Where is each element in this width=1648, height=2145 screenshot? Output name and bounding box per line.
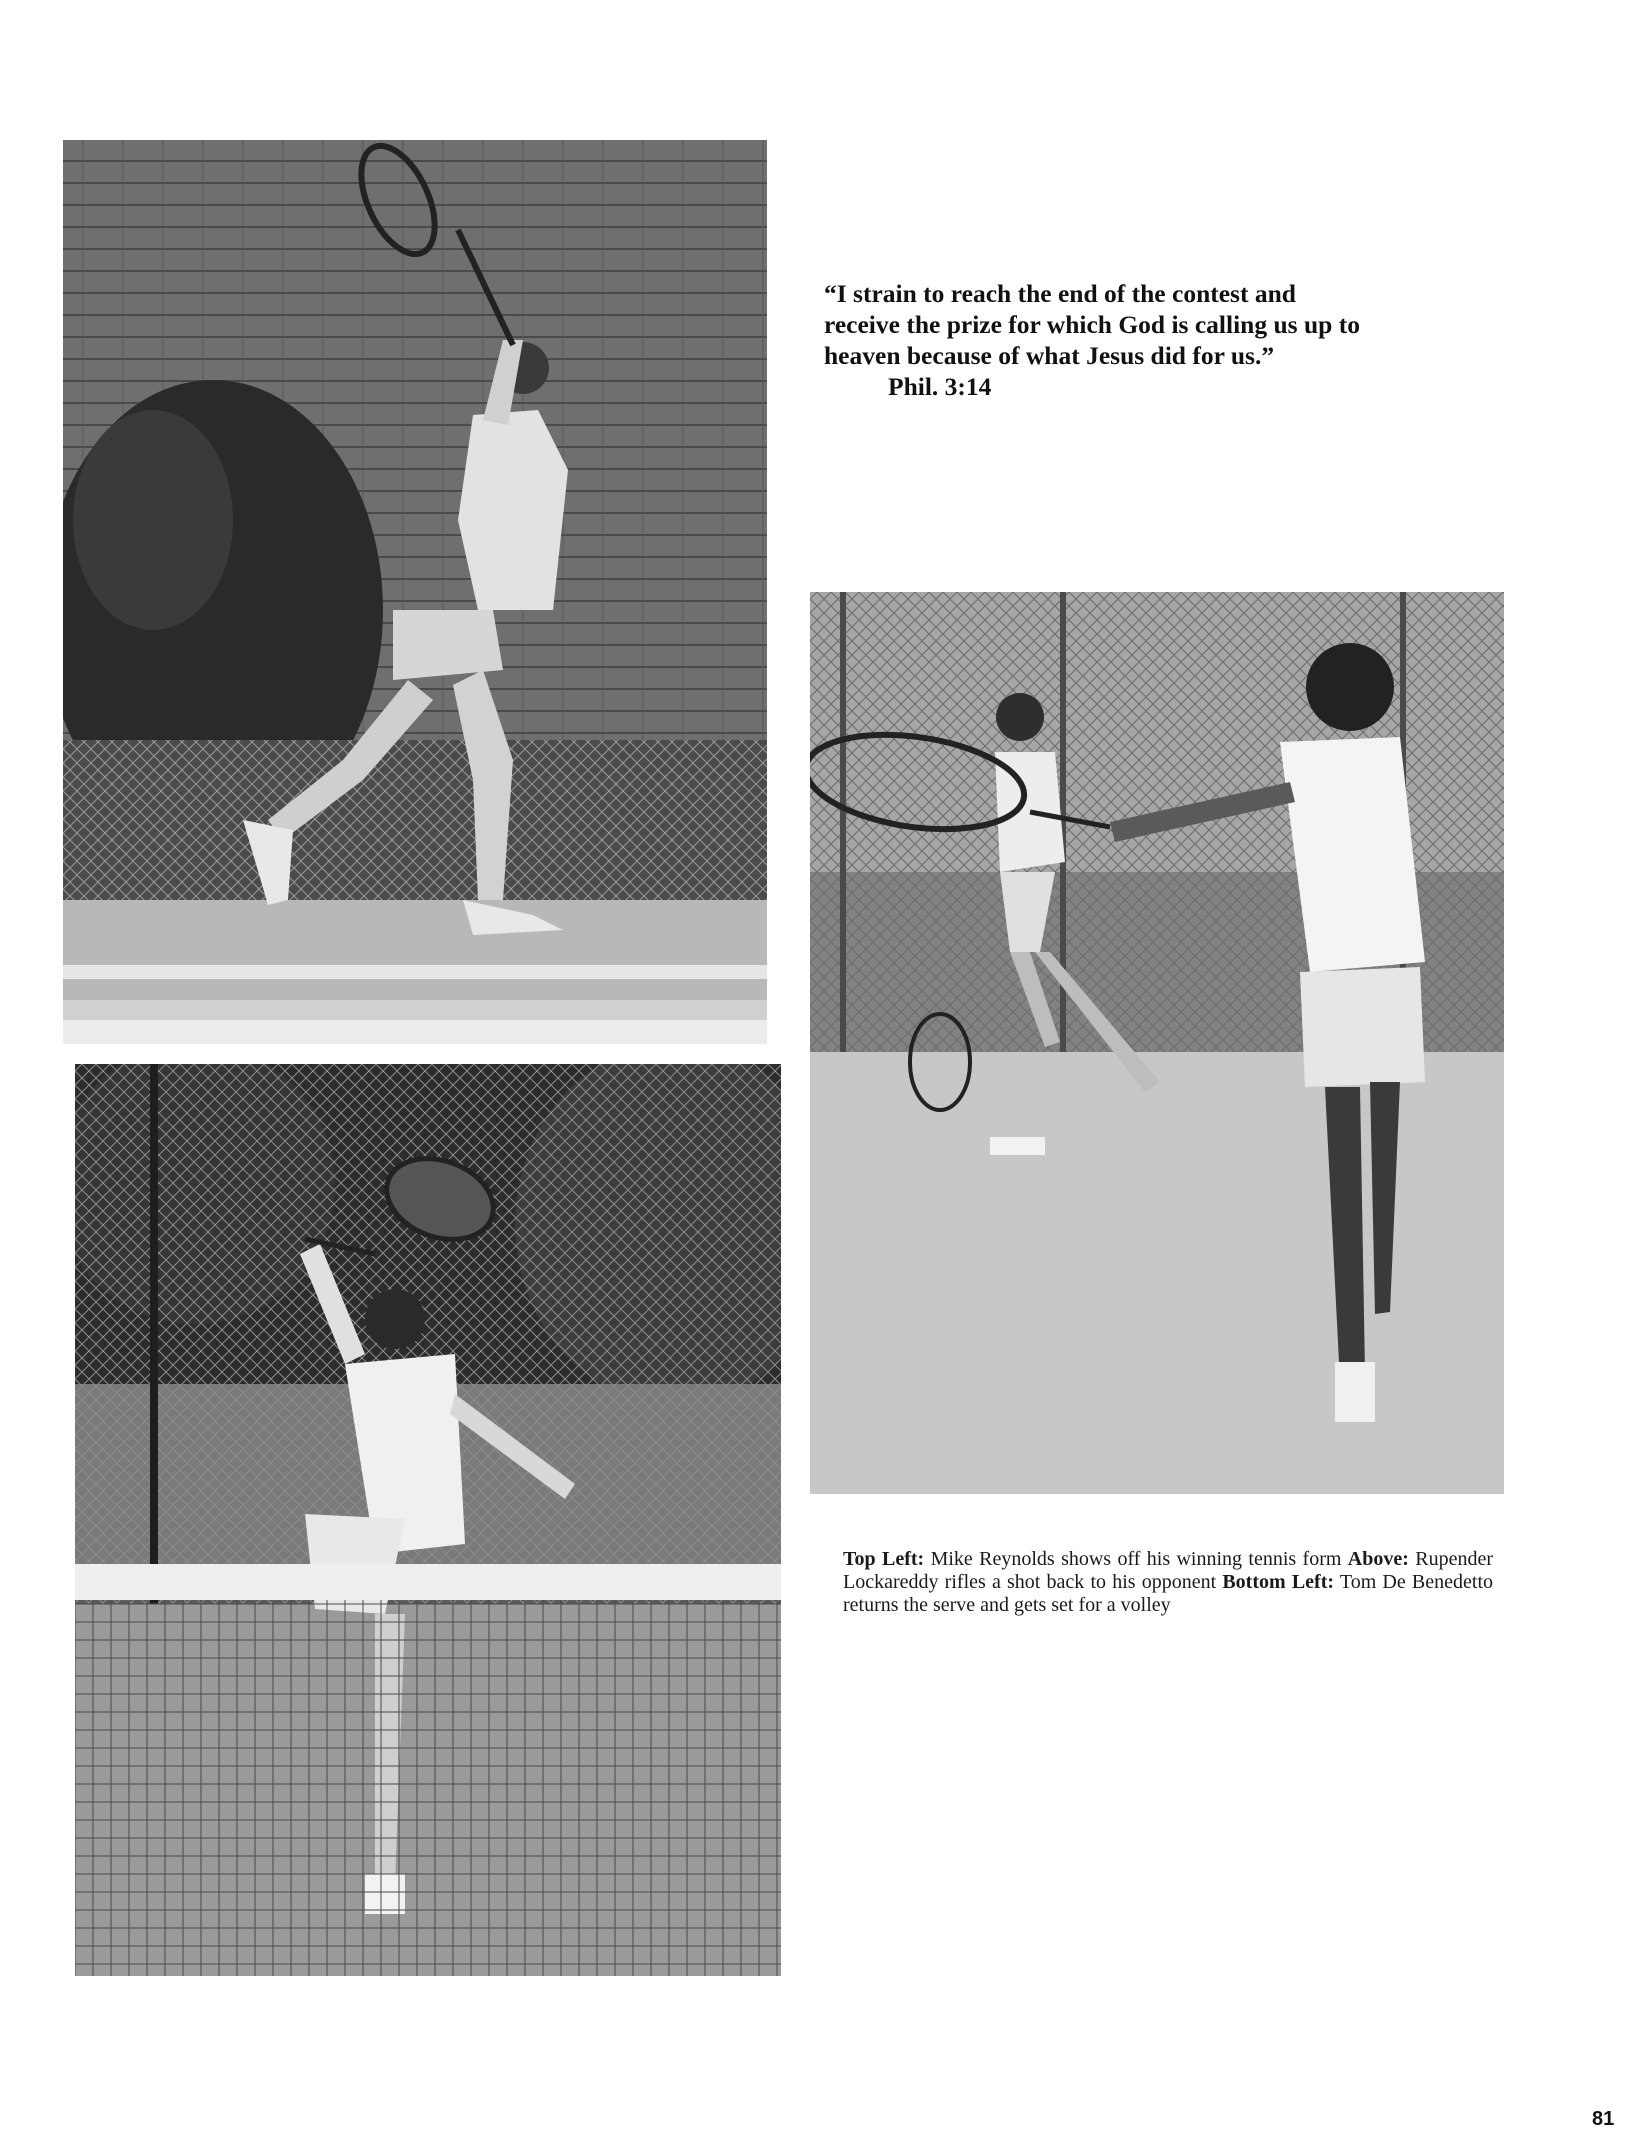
tennis-players-photo xyxy=(810,592,1504,1494)
photo-rupender-lockareddy xyxy=(810,592,1504,1494)
quote-line-3: heaven because of what Jesus did for us.” xyxy=(824,341,1275,370)
page-number: 81 xyxy=(1592,2108,1615,2130)
photo-mike-reynolds xyxy=(63,140,767,1044)
bible-quote xyxy=(824,278,1464,402)
quote-line-2: receive the prize for which God is calling us up to xyxy=(824,310,1360,339)
caption-above-label: Above: xyxy=(1347,1548,1409,1570)
photo-caption xyxy=(843,1548,1493,1617)
caption-above-text: Rupender Lockareddy rifles a shot back to his opponent xyxy=(843,1548,1494,1593)
caption-bottom-left-label: Bottom Left: xyxy=(1222,1571,1335,1593)
caption-bottom-left-text: Tom De Benedetto returns the serve and gets set for a volley xyxy=(843,1571,1494,1616)
quote-citation: Phil. 3:14 xyxy=(888,372,992,401)
tennis-player-photo xyxy=(63,140,767,1044)
caption-top-left-text: Mike Reynolds shows off his winning tennis form xyxy=(930,1548,1342,1570)
tennis-volley-photo xyxy=(75,1064,781,1976)
photo-tom-de-benedetto xyxy=(75,1064,781,1976)
caption-top-left-label: Top Left: xyxy=(843,1548,925,1570)
quote-line-1: “I strain to reach the end of the contest and xyxy=(824,279,1296,308)
